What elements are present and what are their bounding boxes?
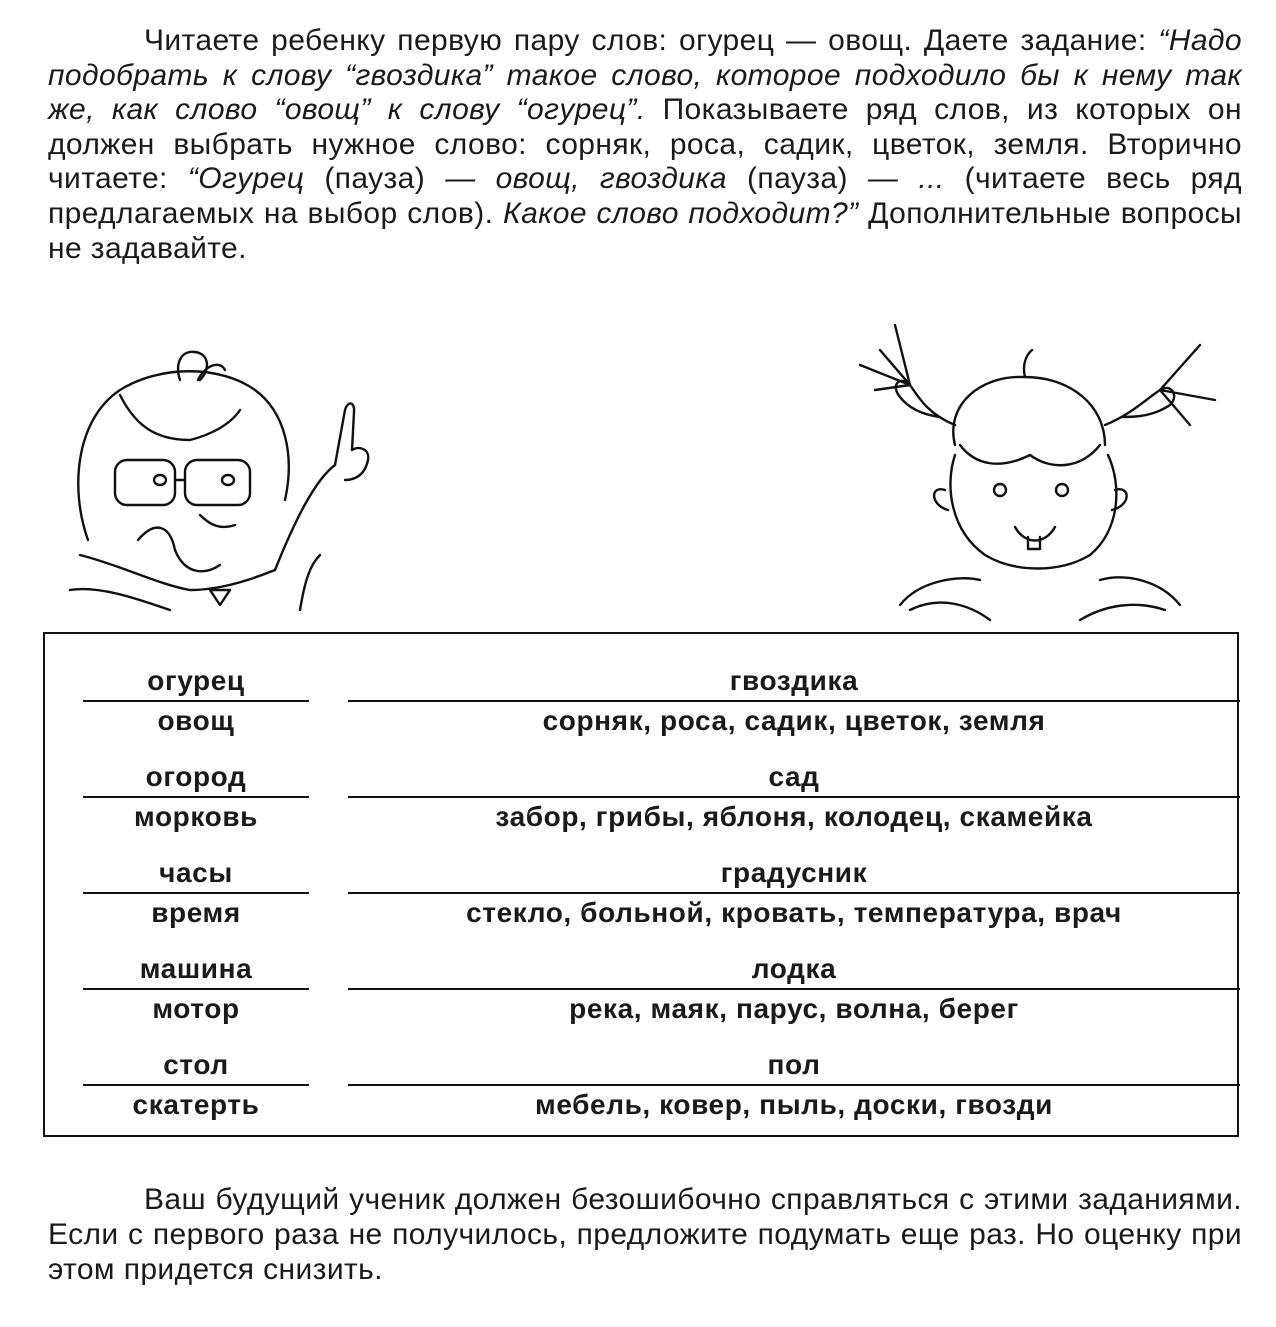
closing-paragraph [48, 1182, 1242, 1287]
target-word: сад [768, 761, 820, 792]
instruction-pause: (пауза) [747, 162, 848, 196]
answer-options: сорняк, роса, садик, цветок, земля [542, 705, 1046, 736]
instruction-text: Читаете ребенку первую пару слов: огурец — овощ. Даете задание: [144, 24, 1147, 57]
divider [348, 988, 1240, 990]
target-word: градусник [720, 857, 868, 888]
instruction-quote: — овощ, гвоздика [445, 162, 727, 196]
divider [348, 796, 1240, 798]
divider [83, 1084, 309, 1086]
sample-match: овощ [157, 705, 235, 736]
divider [348, 1084, 1240, 1086]
divider [83, 892, 309, 894]
instruction-text: (читаете весь ряд предлагаемых на выбор слов). [48, 162, 1242, 230]
target-word: гвоздика [729, 665, 859, 696]
instruction-quote: “Надо подобрать к слову “гвоздика” такое слово, которое подходило бы к нему так же, как слово “овощ” к слову “огурец”. [48, 24, 1242, 127]
word-pair-row [45, 1048, 1237, 1144]
instructions-paragraph [48, 24, 1242, 266]
word-pair-row [45, 760, 1237, 856]
word-pairs-table [43, 632, 1239, 1137]
instruction-quote: “Огурец [187, 162, 305, 196]
sample-match: мотор [152, 993, 240, 1024]
instruction-text: Дополнительные вопросы не задавайте. [48, 196, 1243, 265]
sample-match: скатерть [132, 1089, 260, 1120]
girl-with-pigtails-illustration [850, 305, 1230, 635]
divider [83, 700, 309, 702]
answer-options: мебель, ковер, пыль, доски, гвозди [535, 1089, 1053, 1120]
instruction-quote: — ... [867, 162, 945, 196]
sample-word: машина [139, 953, 253, 984]
sample-word: огурец [147, 665, 245, 696]
boy-with-glasses-illustration [60, 340, 390, 615]
sample-word: часы [159, 857, 233, 888]
closing-text: Ваш будущий ученик должен безошибочно справляться с этими заданиями. Если с первого раза не получилось, предложите подумать еще раз. Но оценку при этом придется снизить. [48, 1183, 1242, 1286]
sample-match: время [151, 897, 241, 928]
divider [348, 892, 1240, 894]
word-pair-row [45, 952, 1237, 1048]
target-word: пол [767, 1049, 821, 1080]
answer-options: стекло, больной, кровать, температура, врач [466, 897, 1122, 928]
answer-options: забор, грибы, яблоня, колодец, скамейка [495, 801, 1093, 832]
divider [83, 988, 309, 990]
instruction-text: Показываете ряд слов, из которых он должен выбрать нужное слово: сорняк, роса, садик, цветок, земля. Вторично читаете: [48, 93, 1242, 196]
word-pair-row [45, 856, 1237, 952]
divider [83, 796, 309, 798]
answer-options: река, маяк, парус, волна, берег [569, 993, 1019, 1024]
instruction-pause: (пауза) [324, 162, 426, 196]
instruction-quote: Какое слово подходит?” [503, 196, 859, 230]
sample-match: морковь [134, 801, 258, 832]
divider [348, 700, 1240, 702]
sample-word: стол [163, 1049, 229, 1080]
sample-word: огород [145, 761, 247, 792]
word-pair-row [45, 664, 1237, 760]
target-word: лодка [751, 953, 837, 984]
